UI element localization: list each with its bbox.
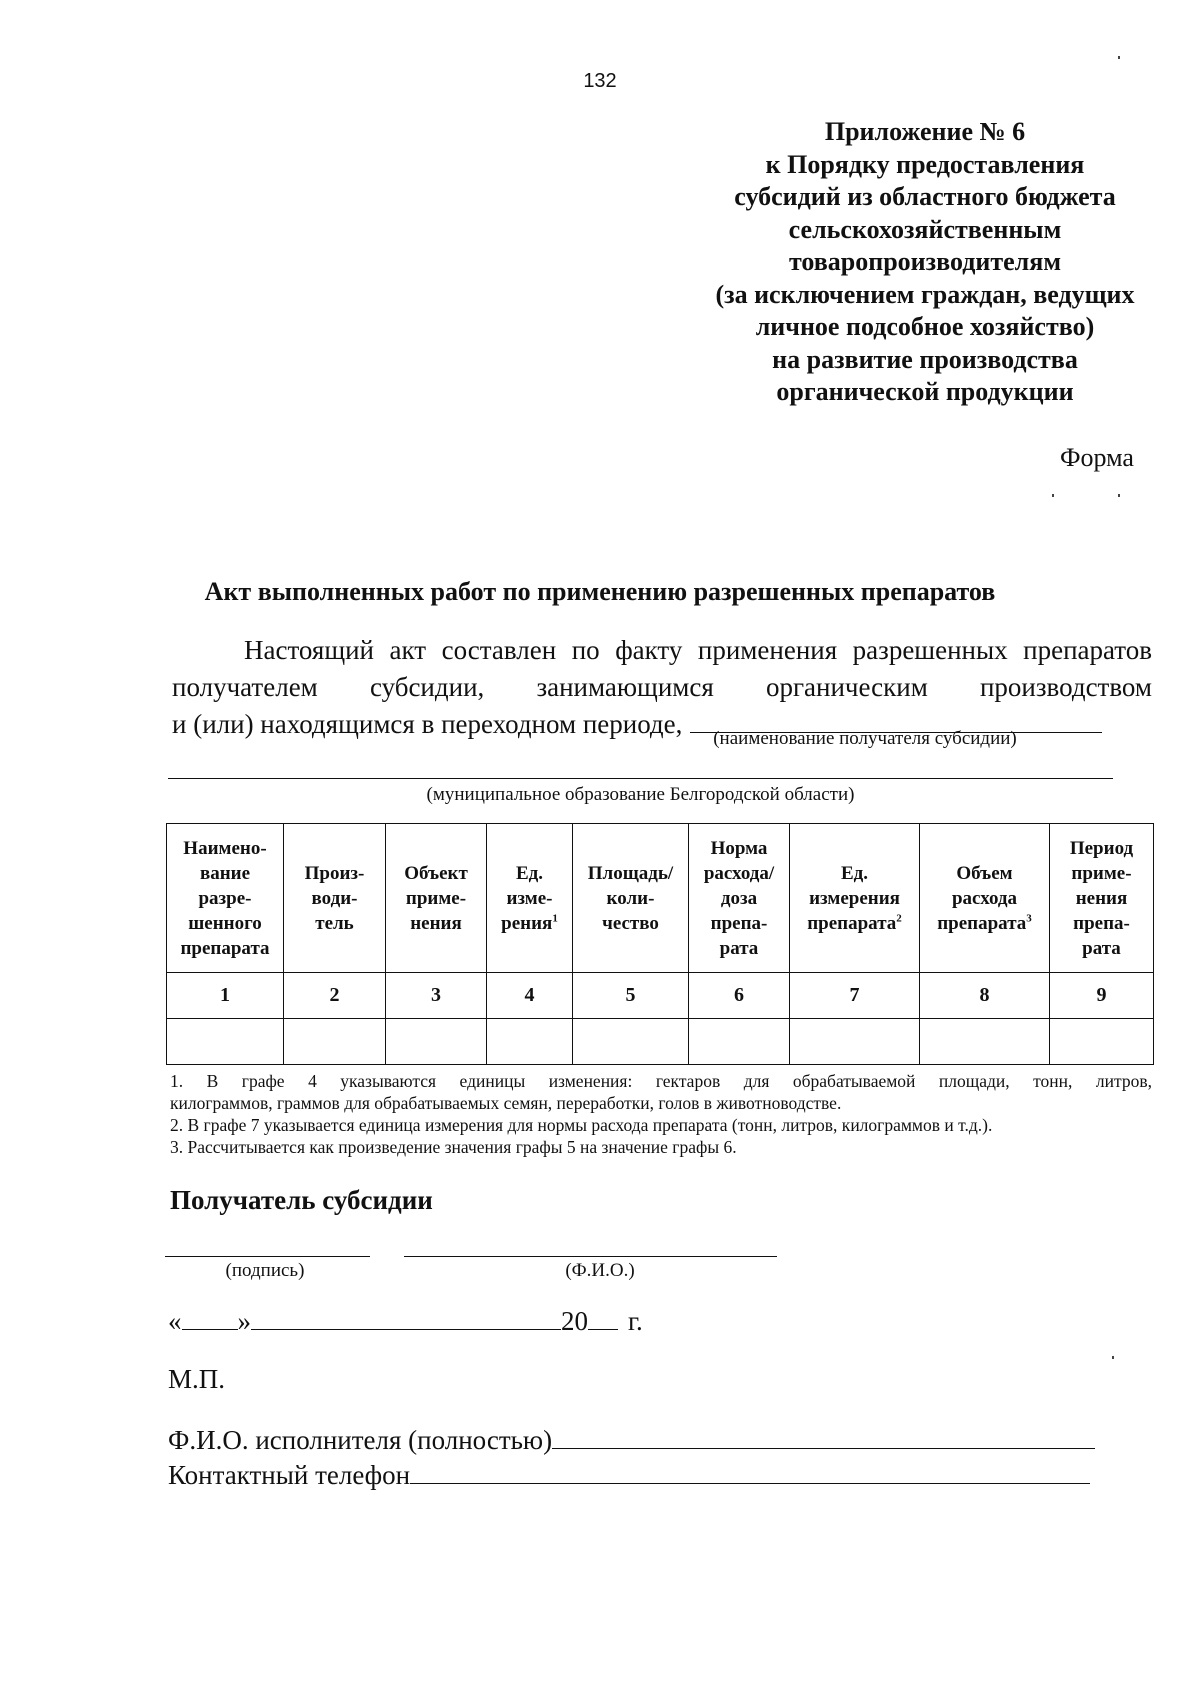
scan-speck	[1118, 56, 1120, 59]
footnote-3: 3. Рассчитывается как произведение значения графы 5 на значение графы 6.	[170, 1137, 737, 1157]
column-number: 1	[167, 973, 284, 1019]
signature-field[interactable]	[165, 1256, 370, 1257]
column-number: 3	[386, 973, 487, 1019]
header-cell: Ед. изме- рения$^1$	[487, 824, 573, 973]
appendix-line: личное подсобное хозяйство)	[755, 312, 1095, 341]
footnote-marker: 1	[552, 912, 558, 925]
intro-line-3: и (или) находящимся в переходном периоде,	[172, 709, 683, 739]
footnote-marker: 3	[1026, 912, 1032, 925]
month-field[interactable]	[251, 1307, 561, 1330]
appendix-line: (за исключением граждан, ведущих	[715, 279, 1135, 309]
phone-field[interactable]	[410, 1461, 1090, 1484]
executor-row	[168, 1425, 1095, 1456]
header-cell: Наимено- вание разре- шенного препарата	[167, 824, 284, 973]
header-cell: Норма расхода/ доза препа- рата	[689, 824, 790, 973]
table-cell[interactable]	[689, 1019, 790, 1065]
year-prefix: 20	[561, 1306, 588, 1336]
column-number: 9	[1050, 973, 1154, 1019]
footnotes	[170, 1070, 1152, 1158]
fio-field[interactable]	[404, 1256, 777, 1257]
form-label: Форма	[1060, 443, 1134, 472]
phone-row	[168, 1460, 1090, 1491]
fio-caption: (Ф.И.О.)	[565, 1260, 635, 1281]
scan-speck	[1112, 1356, 1114, 1359]
signature-caption: (подпись)	[225, 1260, 305, 1281]
intro-line-1: Настоящий акт составлен по факту применения разрешенных препаратов	[244, 635, 1152, 665]
column-number: 2	[284, 973, 386, 1019]
table-cell[interactable]	[487, 1019, 573, 1065]
table-row	[167, 1019, 1154, 1065]
municipality-field[interactable]	[168, 778, 1113, 779]
scan-speck	[1052, 494, 1054, 497]
column-number: 6	[689, 973, 790, 1019]
appendix-line: органической продукции	[776, 377, 1074, 406]
appendix-line: к Порядку предоставления	[765, 149, 1085, 179]
appendix-line: сельскохозяйственным	[788, 214, 1062, 244]
intro-paragraph	[172, 632, 1152, 743]
table-cell[interactable]	[573, 1019, 689, 1065]
header-cell: Площадь/ коли- чество	[573, 824, 689, 973]
appendix-line: товаропроизводителям	[788, 247, 1062, 276]
day-field[interactable]	[182, 1307, 238, 1330]
header-cell: Объект приме- нения	[386, 824, 487, 973]
intro-line-2: получателем субсидии, занимающимся органическим производством	[172, 672, 1152, 702]
date-row	[168, 1306, 643, 1337]
header-cell: Ед. измерения препарата$^2$	[790, 824, 920, 973]
appendix-line: Приложение № 6	[824, 117, 1026, 146]
municipality-caption: (муниципальное образование Белгородской области)	[426, 784, 855, 805]
works-table	[166, 823, 1154, 1065]
header-cell: Период приме- нения препа- рата	[1050, 824, 1154, 973]
quote-open: «	[168, 1306, 182, 1336]
phone-label: Контактный телефон	[168, 1460, 411, 1490]
year-field[interactable]	[588, 1307, 618, 1330]
footnote-1b: килограммов, граммов для обрабатываемых семян, переработки, голов в животноводстве.	[170, 1093, 842, 1113]
table-cell[interactable]	[284, 1019, 386, 1065]
appendix-line: субсидий из областного бюджета	[734, 182, 1116, 211]
column-number-row	[167, 973, 1154, 1019]
header-cell: Произ- води- тель	[284, 824, 386, 973]
footnote-2: 2. В графе 7 указывается единица измерения для нормы расхода препарата (тонн, литров, килограммов и т.д.).	[170, 1115, 993, 1135]
quote-close: »	[237, 1306, 251, 1336]
column-number: 4	[487, 973, 573, 1019]
executor-field[interactable]	[552, 1426, 1095, 1449]
executor-label: Ф.И.О. исполнителя (полностью)	[168, 1425, 553, 1455]
document-title: Акт выполненных работ по применению разрешенных препаратов	[204, 577, 996, 606]
table-cell[interactable]	[386, 1019, 487, 1065]
table-cell[interactable]	[920, 1019, 1050, 1065]
appendix-line: на развитие производства	[772, 344, 1078, 374]
year-suffix: г.	[628, 1306, 643, 1336]
recipient-heading: Получатель субсидии	[170, 1185, 433, 1215]
appendix-header	[650, 116, 1200, 409]
table-cell[interactable]	[1050, 1019, 1154, 1065]
table-cell[interactable]	[790, 1019, 920, 1065]
stamp-label: М.П.	[168, 1364, 226, 1394]
scan-speck	[1118, 494, 1120, 497]
column-number: 7	[790, 973, 920, 1019]
table-cell[interactable]	[167, 1019, 284, 1065]
recipient-caption: (наименование получателя субсидии)	[713, 728, 1017, 749]
header-cell: Объем расхода препарата$^3$	[920, 824, 1050, 973]
footnote-1a: 1. В графе 4 указываются единицы изменения: гектаров для обрабатываемой площади, тонн, литров,	[170, 1071, 1152, 1091]
column-number: 8	[920, 973, 1050, 1019]
column-number: 5	[573, 973, 689, 1019]
table-header-row	[167, 824, 1154, 973]
footnote-marker: 2	[896, 912, 902, 925]
page-number: 132	[583, 70, 617, 92]
